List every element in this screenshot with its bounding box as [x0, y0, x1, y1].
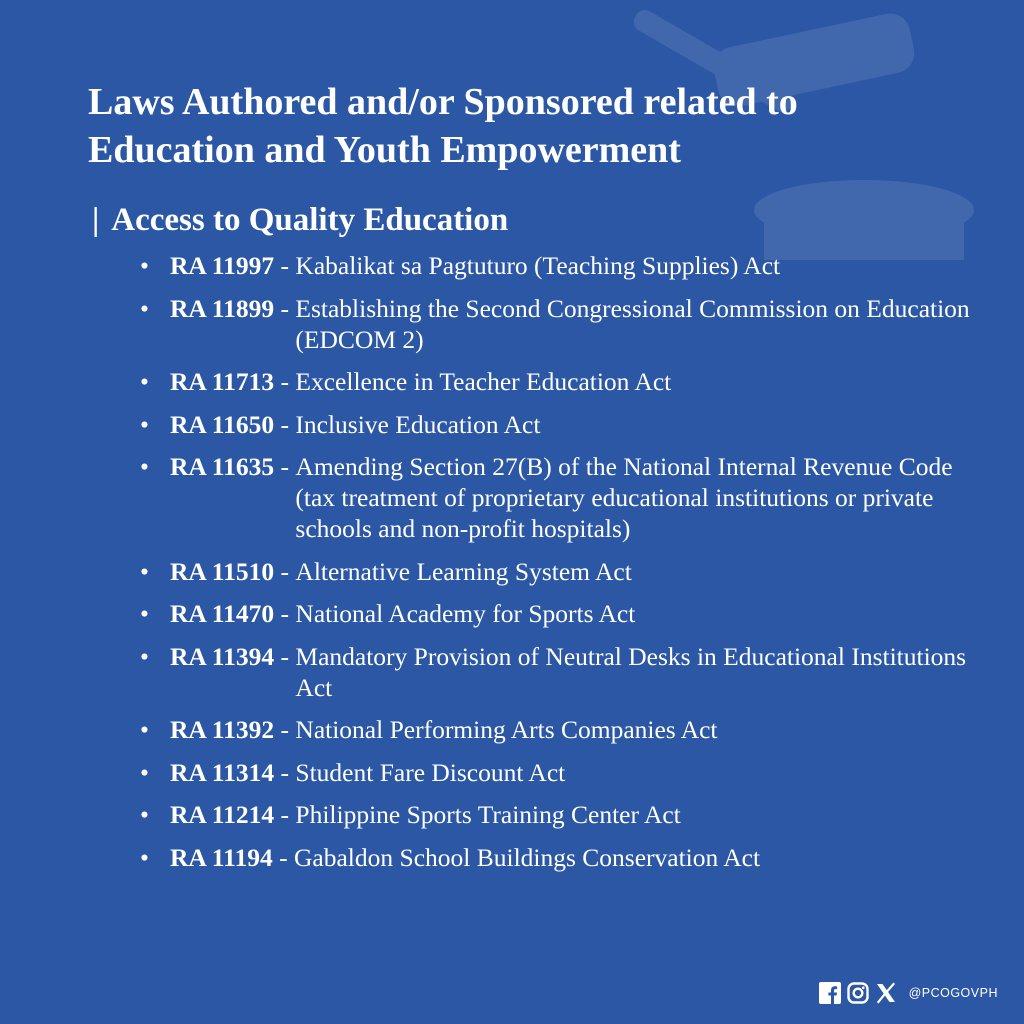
bullet: • [140, 556, 149, 586]
law-number: RA 11635 [170, 452, 275, 481]
list-item: • RA 11314 - Student Fare Discount Act [140, 757, 990, 788]
bullet: • [140, 641, 149, 671]
bullet: • [140, 599, 149, 628]
x-icon[interactable] [875, 982, 897, 1004]
list-item: • RA 11899 - Establishing the Second Congressional Commission on Education (EDCOM 2) [140, 293, 990, 355]
list-item: • RA 11194 - Gabaldon School Buildings Conservation Act [140, 842, 990, 873]
list-item: • RA 11635 - Amending Section 27(B) of the National Internal Revenue Code (tax treatment of proprietary educational institutions or private schools and non-profit hospitals) [140, 451, 990, 544]
section-heading-text: Access to Quality Education [111, 202, 509, 238]
law-number: RA 11314 [170, 757, 275, 787]
bullet: • [140, 409, 149, 439]
law-number: RA 11470 [170, 599, 275, 628]
law-description: Mandatory Provision of Neutral Desks in Educational Institutions Act [295, 641, 967, 702]
law-number: RA 11392 [170, 715, 275, 744]
law-description: Student Fare Discount Act [295, 757, 566, 787]
page-title: Laws Authored and/or Sponsored related to Education and Youth Empowerment [88, 81, 798, 171]
law-number: RA 11394 [170, 641, 275, 671]
bullet: • [140, 757, 149, 787]
list-item: • RA 11650 - Inclusive Education Act [140, 409, 990, 440]
law-description: National Performing Arts Companies Act [295, 715, 718, 744]
law-description: Alternative Learning System Act [295, 556, 632, 586]
bullet: • [140, 293, 149, 323]
list-item: • RA 11997 - Kabalikat sa Pagtuturo (Teaching Supplies) Act [140, 250, 990, 281]
law-description: Establishing the Second Congressional Commission on Education (EDCOM 2) [295, 293, 970, 354]
law-number: RA 11510 [170, 556, 275, 586]
list-item: • RA 11394 - Mandatory Provision of Neutral Desks in Educational Institutions Act [140, 641, 990, 703]
law-description: Kabalikat sa Pagtuturo (Teaching Supplies) Act [295, 251, 781, 280]
section-bar: | [92, 202, 100, 238]
law-number: RA 11214 [170, 800, 275, 829]
laws-list [140, 250, 990, 884]
law-description: Gabaldon School Buildings Conservation Act [294, 842, 761, 872]
list-item: • RA 11392 - National Performing Arts Companies Act [140, 714, 990, 745]
law-number: RA 11997 [170, 251, 275, 280]
bullet: • [140, 715, 149, 744]
bullet: • [140, 842, 149, 872]
list-item: • RA 11214 - Philippine Sports Training Center Act [140, 799, 990, 830]
law-number: RA 11713 [170, 367, 275, 396]
law-description: Excellence in Teacher Education Act [295, 367, 672, 396]
facebook-icon[interactable] [819, 982, 841, 1004]
law-number: RA 11194 [170, 842, 273, 872]
list-item: • RA 11510 - Alternative Learning System Act [140, 556, 990, 587]
law-number: RA 11899 [170, 293, 275, 323]
list-item: • RA 11713 - Excellence in Teacher Education Act [140, 366, 990, 397]
law-description: National Academy for Sports Act [295, 599, 636, 628]
social-handle: @PCOGOVPH [908, 986, 998, 1000]
law-description: Inclusive Education Act [295, 409, 541, 439]
bullet: • [140, 251, 149, 280]
section-heading [92, 198, 508, 242]
bullet: • [140, 367, 149, 396]
law-description: Amending Section 27(B) of the National Internal Revenue Code (tax treatment of proprietary educational institutions or private schools and non-profit hospitals) [295, 452, 953, 543]
list-item: • RA 11470 - National Academy for Sports Act [140, 598, 990, 629]
law-number: RA 11650 [170, 409, 275, 439]
bullet: • [140, 800, 149, 829]
social-footer [819, 982, 998, 1004]
instagram-icon[interactable] [847, 982, 869, 1004]
law-description: Philippine Sports Training Center Act [295, 800, 681, 829]
bullet: • [140, 452, 149, 481]
